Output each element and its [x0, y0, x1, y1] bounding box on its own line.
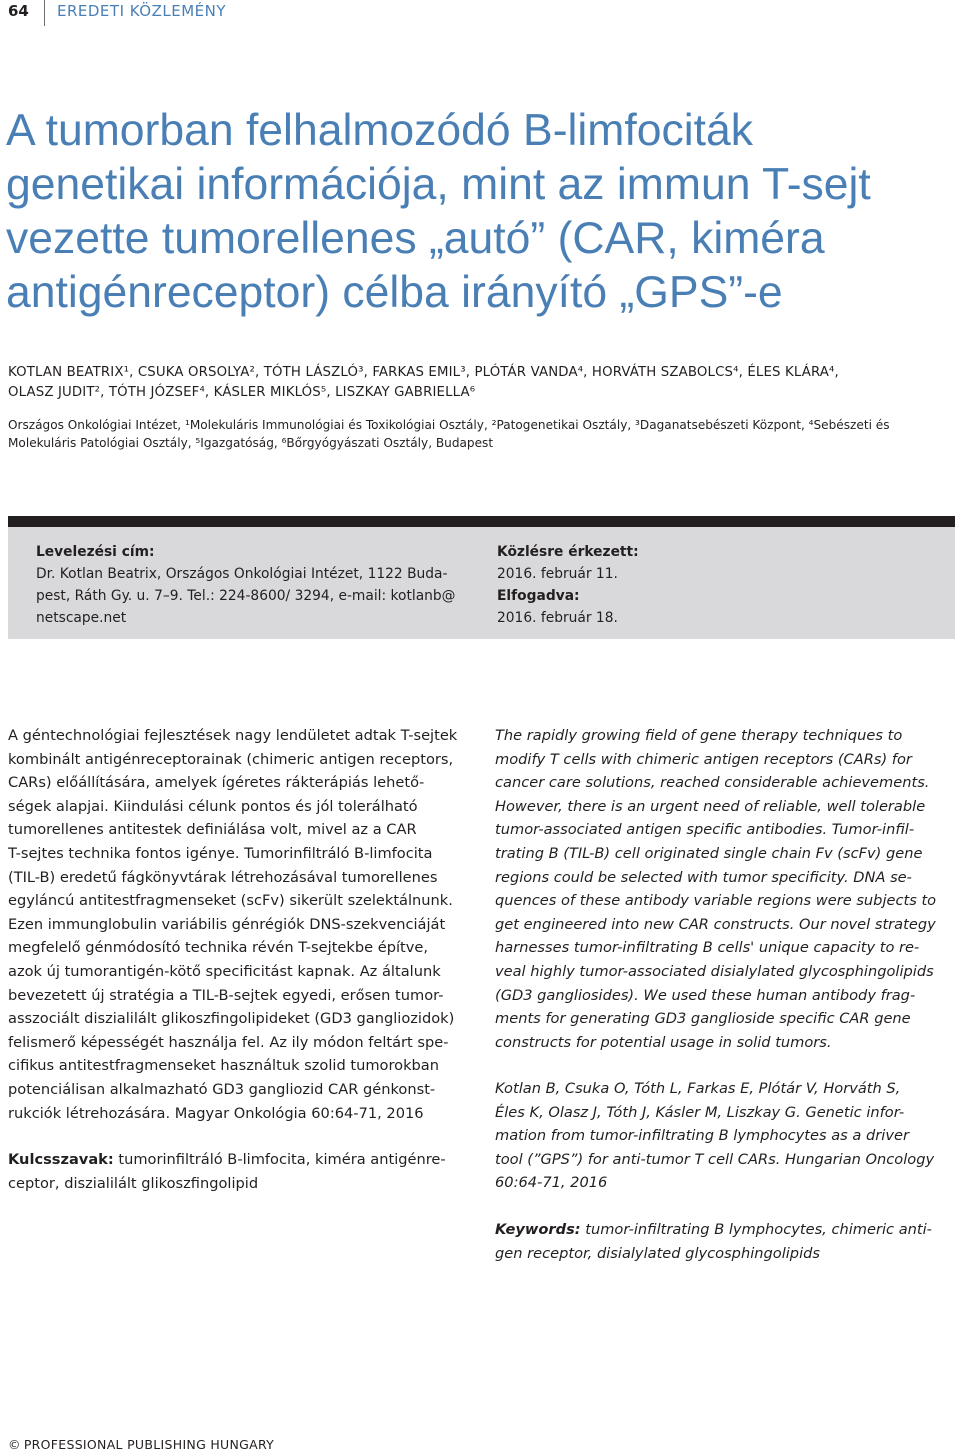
abstract-line: quences of these antibody variable regions were subjects to	[495, 892, 937, 910]
correspondence-label: Levelezési cím:	[36, 544, 155, 560]
citation-line: tool (”GPS”) for anti-tumor T cell CARs. Hungarian Oncology	[495, 1150, 935, 1168]
received-label: Közlésre érkezett:	[497, 544, 639, 560]
abstract-line: trating B (TIL-B) cell originated single chain Fv (scFv) gene	[495, 844, 923, 862]
keywords-english	[495, 1218, 955, 1265]
abstract-english	[495, 724, 955, 1054]
author-line: KOTLAN BEATRIX¹, CSUKA ORSOLYA², TÓTH LÁSZLÓ³, FARKAS EMIL³, PLÓTÁR VANDA⁴, HORVÁTH SZABOLCS⁴, ÉLES KLÁRA⁴,	[8, 365, 839, 380]
correspondence-line: pest, Ráth Gy. u. 7–9. Tel.: 224-8600/ 3294, e-mail: kotlanb@	[36, 588, 456, 604]
publisher-name: PROFESSIONAL PUBLISHING HUNGARY	[23, 1437, 275, 1452]
abstract-line: CARs) előállítására, amelyek ígéretes rákterápiás lehető-	[8, 774, 425, 792]
abstract-line: T-sejtes technika fontos igénye. Tumorinfiltráló B-limfocita	[8, 844, 433, 862]
affiliations	[8, 416, 953, 452]
keywords-text: tumor-infiltrating B lymphocytes, chimeric anti-	[580, 1221, 932, 1238]
abstract-line: modify T cells with chimeric antigen receptors (CARs) for	[495, 750, 912, 768]
abstract-line: ments for generating GD3 ganglioside specific CAR gene	[495, 1010, 911, 1028]
citation-line: mation from tumor-infiltrating B lymphocytes as a driver	[495, 1127, 909, 1145]
copyright-symbol: ©	[8, 1437, 21, 1452]
affiliation-line: Országos Onkológiai Intézet, ¹Molekuláris Immunológiai és Toxikológiai Osztály, ²Patogenetikai Osztály, ³Daganatsebészeti Központ, ⁴Sebészeti és	[8, 418, 890, 432]
abstract-line: rukciók létrehozására. Magyar Onkológia 60:64-71, 2016	[8, 1104, 424, 1122]
page-number: 64	[8, 2, 29, 20]
abstract-line: tumor-associated antigen specific antibodies. Tumor-infil-	[495, 821, 915, 839]
author-line: OLASZ JUDIT², TÓTH JÓZSEF⁴, KÁSLER MIKLÓS⁵, LISZKAY GABRIELLA⁶	[8, 384, 476, 400]
title-line: A tumorban felhalmozódó B-limfociták	[6, 106, 753, 155]
keywords-text: tumorinfiltráló B-limfocita, kiméra antigénre-	[113, 1151, 446, 1168]
header-divider	[44, 0, 45, 26]
title-line: genetikai információja, mint az immun T-sejt	[6, 160, 871, 209]
keywords-line	[8, 1148, 478, 1172]
author-list	[8, 363, 948, 402]
citation-english	[495, 1077, 955, 1195]
received-date: 2016. február 11.	[497, 566, 618, 582]
affiliation-line: Molekuláris Patológiai Osztály, ⁵Igazgatóság, ⁶Bőrgyógyászati Osztály, Budapest	[8, 436, 494, 450]
abstract-line: potenciálisan alkalmazható GD3 gangliozid CAR génkonst-	[8, 1080, 436, 1098]
abstract-line: veal highly tumor-associated disialylated glycosphingolipids	[495, 962, 934, 980]
title-line: vezette tumorellenes „autó” (CAR, kiméra	[6, 214, 825, 263]
accepted-date: 2016. február 18.	[497, 610, 618, 626]
accepted-label: Elfogadva:	[497, 588, 580, 604]
citation-line: 60:64-71, 2016	[495, 1174, 608, 1192]
keywords-label: Keywords:	[495, 1221, 581, 1238]
keywords-hungarian	[8, 1148, 478, 1195]
abstract-line: tumorellenes antitestek definiálása volt, mivel az a CAR	[8, 821, 417, 839]
keywords-line	[495, 1218, 955, 1242]
abstract-line: asszociált diszialilált glikoszfingolipideket (GD3 gangliozidok)	[8, 1010, 455, 1028]
abstract-line: kombinált antigénreceptorainak (chimeric antigen receptors,	[8, 750, 454, 768]
abstract-line: The rapidly growing field of gene therapy techniques to	[495, 727, 903, 744]
abstract-line: A géntechnológiai fejlesztések nagy lendületet adtak T-sejtek	[8, 727, 458, 744]
section-label: EREDETI KÖZLEMÉNY	[57, 2, 226, 20]
abstract-line: azok új tumorantigén-kötő specificitást kapnak. Az általunk	[8, 962, 441, 980]
correspondence-line: Dr. Kotlan Beatrix, Országos Onkológiai Intézet, 1122 Buda-	[36, 566, 448, 582]
abstract-line: constructs for potential usage in solid tumors.	[495, 1033, 832, 1051]
abstract-line: ségek alapjai. Kiindulási célunk pontos és jól tolerálható	[8, 797, 418, 815]
abstract-line: megfelelő génmódosító technika révén T-sejtekbe építve,	[8, 939, 429, 957]
keywords-line: ceptor, diszialilált glikoszfingolipid	[8, 1174, 259, 1192]
abstract-line: (GD3 gangliosides). We used these human antibody frag-	[495, 986, 916, 1004]
abstract-line: Ezen immunglobulin variábilis génrégiók DNS-szekvenciáját	[8, 915, 446, 933]
keywords-label: Kulcsszavak:	[8, 1151, 114, 1168]
info-box-top-bar	[8, 516, 955, 527]
abstract-line: regions could be selected with tumor specificity. DNA se-	[495, 868, 912, 886]
abstract-line: bevezetett új stratégia a TIL-B-sejtek egyedi, erősen tumor-	[8, 986, 444, 1004]
abstract-line: cancer care solutions, reached considerable achievements.	[495, 774, 930, 792]
abstract-line: However, there is an urgent need of reliable, well tolerable	[495, 797, 926, 815]
abstract-line: egyláncú antitestfragmenseket (scFv) sikerült szelektálnunk.	[8, 892, 453, 910]
dates-block	[497, 541, 797, 629]
article-title	[6, 104, 936, 320]
publisher-footer	[8, 1437, 274, 1452]
keywords-line: gen receptor, disialylated glycosphingolipids	[495, 1244, 820, 1262]
citation-line: Éles K, Olasz J, Tóth J, Kásler M, Liszkay G. Genetic infor-	[495, 1103, 905, 1121]
correspondence-line: netscape.net	[36, 610, 127, 626]
abstract-line: get engineered into new CAR constructs. Our novel strategy	[495, 915, 936, 933]
abstract-line: (TIL-B) eredetű fágkönyvtárak létrehozásával tumorellenes	[8, 868, 438, 886]
correspondence-block	[36, 541, 456, 629]
abstract-line: felismerő képességét használja fel. Az ily módon feltárt spe-	[8, 1033, 449, 1051]
abstract-hungarian	[8, 724, 468, 1125]
abstract-line: harnesses tumor-infiltrating B cells' unique capacity to re-	[495, 939, 920, 957]
abstract-line: cifikus antitestfragmenseket használtuk szolid tumorokban	[8, 1057, 439, 1075]
citation-line: Kotlan B, Csuka O, Tóth L, Farkas E, Plótár V, Horváth S,	[495, 1080, 901, 1097]
title-line: antigénreceptor) célba irányító „GPS”-e	[6, 268, 783, 317]
